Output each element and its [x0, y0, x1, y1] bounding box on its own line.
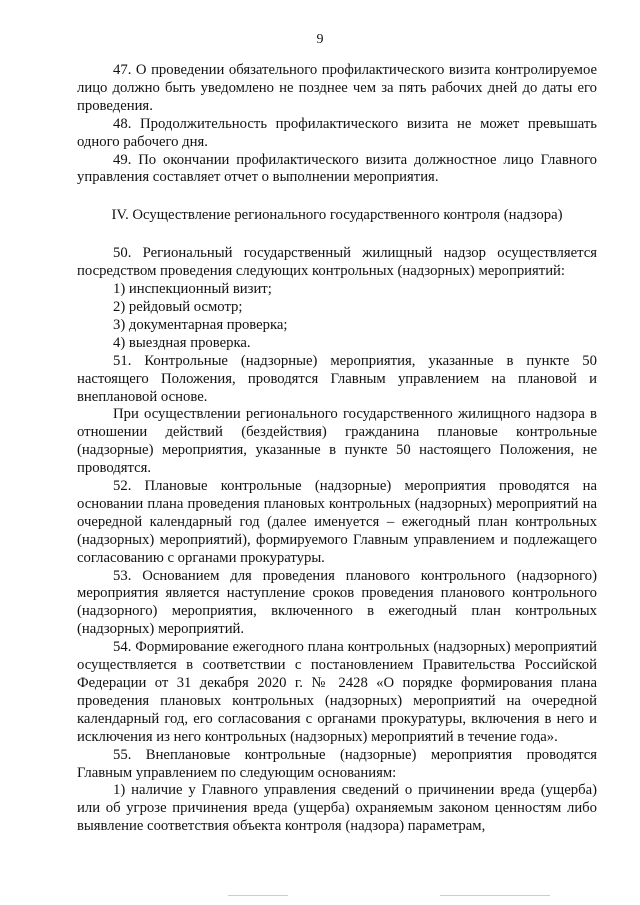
paragraph-55: 55. Внеплановые контрольные (надзорные) мероприятия проводятся Главным управлением по следующим основаниям: — [77, 746, 597, 781]
paragraph-49: 49. По окончании профилактического визита должностное лицо Главного управления составляет отчет о выполнении мероприятия. — [77, 151, 597, 186]
scan-speck — [228, 895, 288, 896]
paragraph-51-continued: При осуществлении регионального государственного жилищного надзора в отношении действий (бездействия) гражданина плановые контрольные (надзорные) мероприятия, указанные в пункте 50 настоящего Положения, не проводятся. — [77, 406, 597, 477]
scan-artifact — [0, 895, 640, 901]
list-item-raid-inspection: 2) рейдовый осмотр; — [113, 298, 243, 315]
list-item-documentary-check: 3) документарная проверка; — [113, 316, 288, 333]
page-number: 9 — [316, 32, 324, 47]
list-item-onsite-check: 4) выездная проверка. — [113, 334, 251, 351]
document-body — [77, 62, 597, 836]
paragraph-55-item-1: 1) наличие у Главного управления сведений о причинении вреда (ущерба) или об угрозе причинения вреда (ущерба) охраняемым законом ценностям либо выявление соответствия объекта контроля (надзора) параметрам, — [77, 782, 597, 835]
paragraph-50: 50. Региональный государственный жилищный надзор осуществляется посредством проведения следующих контрольных (надзорных) мероприятий: — [77, 245, 597, 280]
paragraph-51: 51. Контрольные (надзорные) мероприятия, указанные в пункте 50 настоящего Положения, проводятся Главным управлением на плановой и внеплановой основе. — [77, 352, 597, 405]
scan-speck — [440, 895, 550, 896]
list-item-inspection-visit: 1) инспекционный визит; — [113, 281, 272, 298]
paragraph-52: 52. Плановые контрольные (надзорные) мероприятия проводятся на основании плана проведения плановых контрольных (надзорных) мероприятий на очередной календарный год (далее именуется – ежегодный план контрольных (надзорных) мероприятий), формируемого Главным управлением и подлежащего согласованию с органами прокуратуры. — [77, 478, 597, 566]
paragraph-53: 53. Основанием для проведения планового контрольного (надзорного) мероприятия является наступление сроков проведения планового контрольного (надзорного) мероприятия, включенного в ежегодный план контрольных (надзорных) мероприятий. — [77, 567, 597, 638]
paragraph-47: 47. О проведении обязательного профилактического визита контролируемое лицо должно быть уведомлено не позднее чем за пять рабочих дней до даты его проведения. — [77, 62, 597, 114]
paragraph-48: 48. Продолжительность профилактического визита не может превышать одного рабочего дня. — [77, 115, 597, 150]
section-heading-iv: IV. Осуществление регионального государственного контроля (надзора) — [111, 207, 563, 224]
paragraph-54: 54. Формирование ежегодного плана контрольных (надзорных) мероприятий осуществляется в соответствии с постановлением Правительства Российской Федерации от 31 декабря 2020 г. № 2428 «О порядке формирования плана проведения плановых контрольных (надзорных) мероприятий на очередной календарный год, его согласования с органами прокуратуры, включения в него и исключения из него контрольных (надзорных) мероприятий в течение года». — [77, 639, 597, 745]
